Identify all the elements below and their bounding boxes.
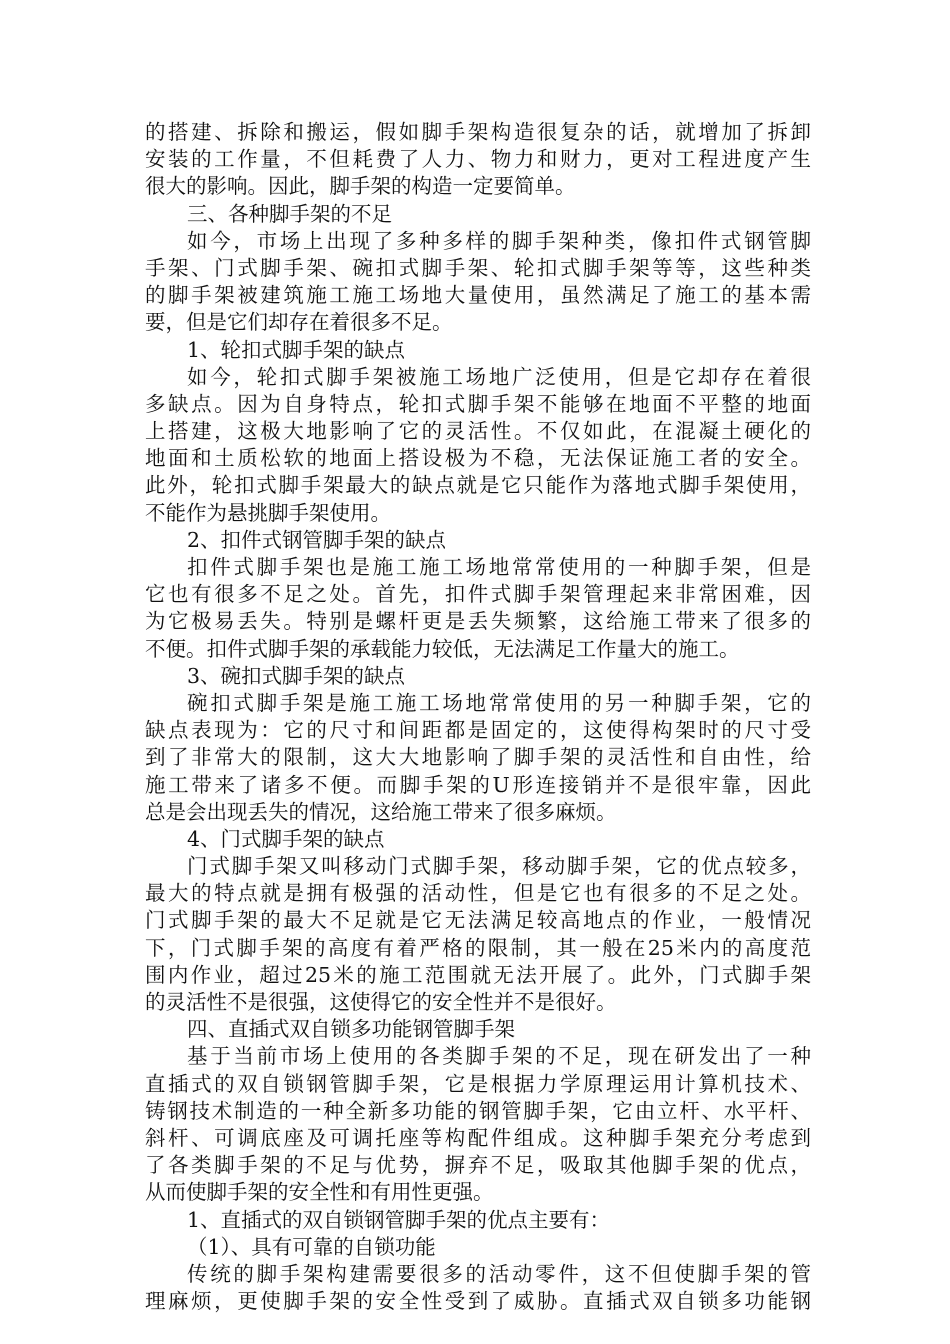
section-heading: 1、直插式的双自锁钢管脚手架的优点主要有：	[187, 1207, 611, 1232]
text-line: 地面和土质松软的地面上搭设极为不稳，无法保证施工者的安全。	[145, 446, 811, 471]
text-line: 斜杆、可调底座及可调托座等构配件组成。这种脚手架充分考虑到	[145, 1125, 811, 1150]
text-line: 传统的脚手架构建需要很多的活动零件，这不但使脚手架的管	[187, 1261, 811, 1286]
text-line: 手架、门式脚手架、碗扣式脚手架、轮扣式脚手架等等，这些种类	[145, 255, 811, 280]
text-line: 门式脚手架的最大不足就是它无法满足较高地点的作业，一般情况	[145, 908, 811, 933]
text-line: 不能作为悬挑脚手架使用。	[145, 500, 391, 525]
text-line: 门式脚手架又叫移动门式脚手架，移动脚手架，它的优点较多，	[187, 854, 811, 879]
text-line: 的脚手架被建筑施工施工场地大量使用，虽然满足了施工的基本需	[145, 283, 811, 308]
section-heading: 四、直插式双自锁多功能钢管脚手架	[187, 1017, 515, 1042]
text-line: 了各类脚手架的不足与优势，摒弃不足，吸取其他脚手架的优点，	[145, 1153, 811, 1178]
text-line: 缺点表现为：它的尺寸和间距都是固定的，这使得构架时的尺寸受	[145, 718, 811, 743]
text-line: 要，但是它们却存在着很多不足。	[145, 310, 453, 335]
text-line: 理麻烦，更使脚手架的安全性受到了威胁。直插式双自锁多功能钢	[145, 1289, 811, 1314]
section-heading: 3、碗扣式脚手架的缺点	[187, 663, 406, 688]
text-line: 不便。扣件式脚手架的承载能力较低，无法满足工作量大的施工。	[145, 636, 740, 661]
text-line: 最大的特点就是拥有极强的活动性，但是它也有很多的不足之处。	[145, 881, 811, 906]
section-heading: 三、各种脚手架的不足	[187, 201, 392, 226]
section-heading: 2、扣件式钢管脚手架的缺点	[187, 527, 447, 552]
text-line: 围内作业，超过25米的施工范围就无法开展了。此外，门式脚手架	[145, 962, 811, 987]
text-line: 此外，轮扣式脚手架最大的缺点就是它只能作为落地式脚手架使用，	[145, 473, 811, 498]
text-line: 扣件式脚手架也是施工施工场地常常使用的一种脚手架，但是	[187, 555, 811, 579]
section-heading: 4、门式脚手架的缺点	[187, 826, 385, 851]
text-line: 如今，市场上出现了多种多样的脚手架种类，像扣件式钢管脚	[187, 228, 811, 253]
text-line: 上搭建，这极大地影响了它的灵活性。不仅如此，在混凝土硬化的	[145, 419, 811, 444]
text-line: 的灵活性不是很强，这使得它的安全性并不是很好。	[145, 990, 617, 1014]
text-line: 为它极易丢失。特别是螺杆更是丢失频繁，这给施工带来了很多的	[145, 609, 811, 634]
text-line: 安装的工作量，不但耗费了人力、物力和财力，更对工程进度产生	[145, 147, 811, 172]
text-line: 下，门式脚手架的高度有着严格的限制，其一般在25米内的高度范	[145, 935, 811, 960]
text-line: 铸钢技术制造的一种全新多功能的钢管脚手架，它由立杆、水平杆、	[145, 1098, 811, 1123]
text-line: 多缺点。因为自身特点，轮扣式脚手架不能够在地面不平整的地面	[145, 391, 811, 416]
section-heading: 1、轮扣式脚手架的缺点	[187, 337, 406, 362]
text-line: 很大的影响。因此，脚手架的构造一定要简单。	[145, 174, 576, 199]
section-heading: （1）、具有可靠的自锁功能	[187, 1234, 436, 1259]
text-line: 它也有很多不足之处。首先，扣件式脚手架管理起来非常困难，因	[145, 582, 811, 607]
text-line: 总是会出现丢失的情况，这给施工带来了很多麻烦。	[145, 799, 617, 824]
text-line: 施工带来了诸多不便。而脚手架的U形连接销并不是很牢靠，因此	[145, 772, 811, 797]
text-line: 基于当前市场上使用的各类脚手架的不足，现在研发出了一种	[187, 1044, 811, 1069]
text-line: 到了非常大的限制，这大大地影响了脚手架的灵活性和自由性，给	[145, 745, 811, 770]
document-body	[145, 119, 811, 1315]
text-line: 如今，轮扣式脚手架被施工场地广泛使用，但是它却存在着很	[187, 364, 811, 389]
text-line: 的搭建、拆除和搬运，假如脚手架构造很复杂的话，就增加了拆卸	[145, 120, 811, 144]
text-line: 从而使脚手架的安全性和有用性更强。	[145, 1180, 494, 1205]
text-line: 直插式的双自锁钢管脚手架，它是根据力学原理运用计算机技术、	[145, 1071, 811, 1096]
text-line: 碗扣式脚手架是施工施工场地常常使用的另一种脚手架，它的	[187, 690, 811, 715]
